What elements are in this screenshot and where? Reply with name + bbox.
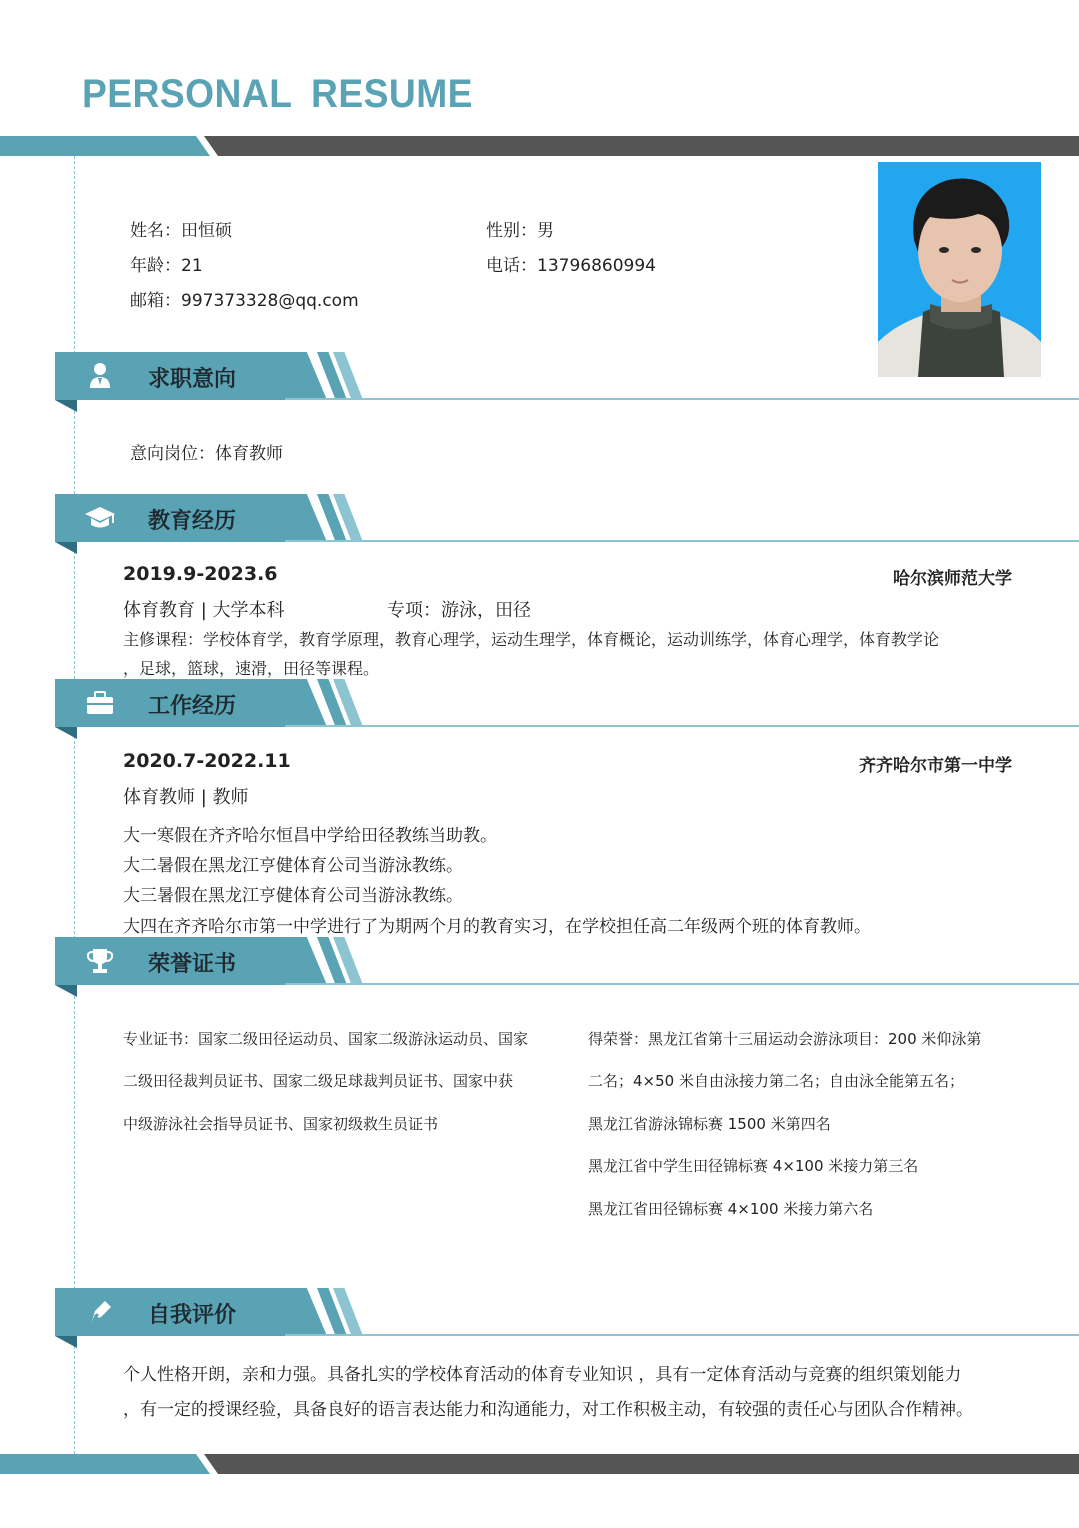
education-courses-line1: 主修课程：学校体育学，教育学原理，教育心理学，运动生理学，体育概论，运动训练学，体育心理学，体育教学论 [123, 630, 940, 649]
resume-title [82, 72, 473, 117]
briefcase-icon [83, 688, 117, 718]
honors-right-line5: 黑龙江省田径锦标赛 4×100 米接力第六名 [588, 1200, 874, 1218]
work-company: 齐齐哈尔市第一中学 [859, 756, 1012, 776]
self-eval-line1: 个人性格开朗，亲和力强。具备扎实的学校体育活动的体育专业知识 ，具有一定体育活动与竞赛的组织策划能力 [123, 1365, 962, 1385]
education-specialty: 专项：游泳，田径 [387, 600, 531, 621]
honors-right-line3: 黑龙江省游泳锦标赛 1500 米第四名 [588, 1115, 831, 1133]
honors-left-line2: 二级田径裁判员证书、国家二级足球裁判员证书、国家中获 [123, 1072, 514, 1090]
section-title-education: 教育经历 [148, 509, 237, 534]
pen-icon [83, 1297, 117, 1327]
timeline-dashed-line [74, 156, 75, 1454]
age-field: 年龄：21 [130, 256, 203, 276]
section-title-honors: 荣誉证书 [148, 952, 237, 977]
section-header-work [55, 679, 1079, 737]
profile-photo [878, 162, 1041, 377]
graduation-cap-icon [83, 503, 117, 533]
self-eval-line2: ，有一定的授课经验，具备良好的语言表达能力和沟通能力，对工作积极主动，有较强的责任心与团队合作精神。 [123, 1400, 973, 1420]
work-item-3: 大三暑假在黑龙江亨健体育公司当游泳教练。 [123, 886, 463, 906]
section-header-self-eval [55, 1288, 1079, 1346]
bottom-decor-bar [0, 1454, 1079, 1474]
work-item-1: 大一寒假在齐齐哈尔恒昌中学给田径教练当助教。 [123, 826, 497, 846]
email-field: 邮箱：997373328@qq.com [130, 291, 359, 311]
honors-right-line4: 黑龙江省中学生田径锦标赛 4×100 米接力第三名 [588, 1157, 919, 1175]
education-school: 哈尔滨师范大学 [893, 569, 1012, 589]
work-period: 2020.7-2022.11 [123, 750, 291, 772]
education-courses-line2: ，足球，篮球，速滑，田径等课程。 [123, 659, 380, 678]
work-item-2: 大二暑假在黑龙江亨健体育公司当游泳教练。 [123, 856, 463, 876]
person-icon [83, 361, 117, 391]
title-word-personal: PERSONAL [82, 72, 293, 116]
section-header-intention [55, 352, 1079, 410]
honors-right-line1: 得荣誉：黑龙江省第十三届运动会游泳项目：200 米仰泳第 [588, 1030, 982, 1048]
education-period: 2019.9-2023.6 [123, 563, 278, 585]
section-title-self-eval: 自我评价 [148, 1303, 237, 1328]
work-role: 体育教师 | 教师 [123, 787, 249, 808]
section-header-education [55, 494, 1079, 552]
honors-left-line3: 中级游泳社会指导员证书、国家初级救生员证书 [123, 1115, 439, 1133]
title-word-resume: RESUME [311, 72, 473, 116]
trophy-icon [83, 946, 117, 976]
phone-field: 电话：13796860994 [486, 256, 656, 276]
intended-position: 意向岗位：体育教师 [130, 444, 283, 464]
name-field: 姓名：田恒硕 [130, 221, 232, 241]
section-header-honors [55, 937, 1079, 995]
top-decor-bar [0, 136, 1079, 156]
honors-left-line1: 专业证书：国家二级田径运动员、国家二级游泳运动员、国家 [123, 1030, 529, 1048]
gender-field: 性别：男 [486, 221, 554, 241]
education-major: 体育教育 | 大学本科 [123, 600, 285, 621]
honors-right-line2: 二名；4×50 米自由泳接力第二名；自由泳全能第五名； [588, 1072, 964, 1090]
section-title-work: 工作经历 [148, 694, 237, 719]
work-item-4: 大四在齐齐哈尔市第一中学进行了为期两个月的教育实习，在学校担任高二年级两个班的体育教师。 [123, 917, 871, 937]
section-title-intention: 求职意向 [148, 367, 237, 392]
